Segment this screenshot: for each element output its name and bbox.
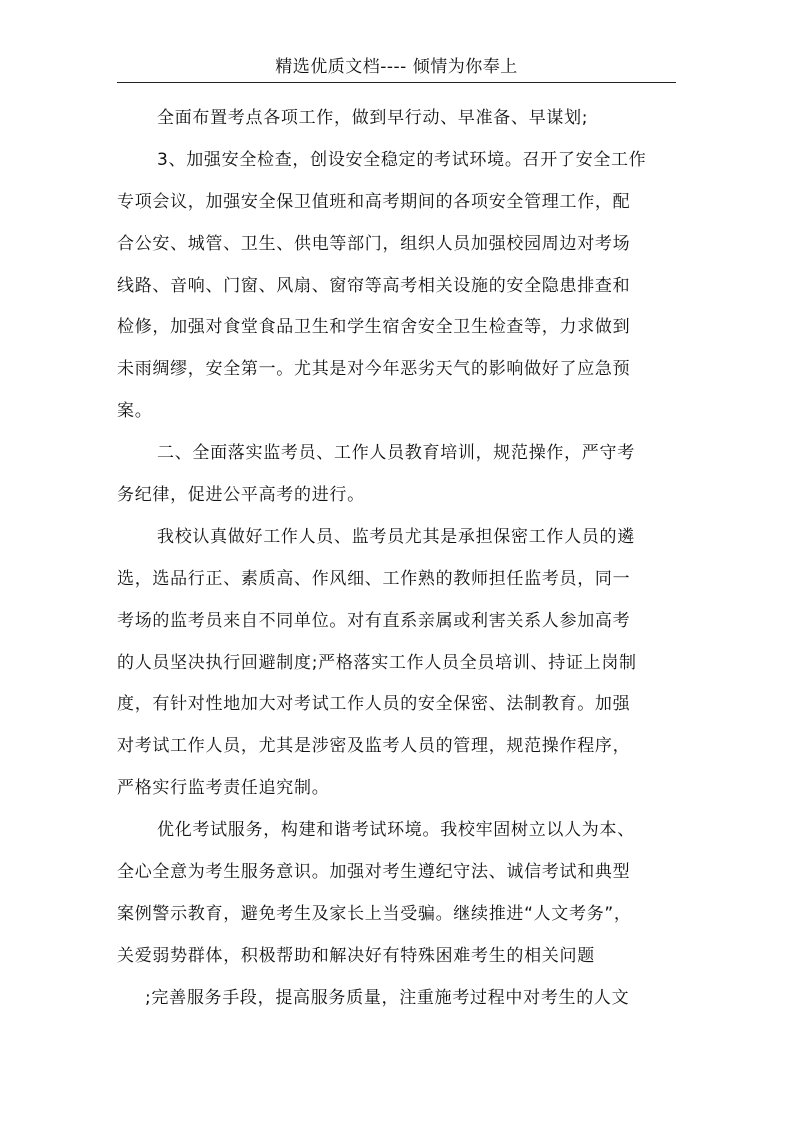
text-line: ;完善服务手段，提高服务质量，注重施考过程中对考生的人文 [145,987,630,1008]
header-divider [117,82,676,83]
text-line: 选，选品行正、素质高、作风细、工作熟的教师担任监考员，同一 [117,568,631,589]
text-line: 对考试工作人员，尤其是涉密及监考人员的管理，规范操作程序， [117,736,631,757]
text-line: 未雨绸缪，安全第一。尤其是对今年恶劣天气的影响做好了应急预 [117,359,631,380]
text-line: 优化考试服务，构建和谐考试环境。我校牢固树立以人为本、 [157,820,635,841]
text-line: 线路、音响、门窗、风扇、窗帘等高考相关设施的安全隐患排查和 [117,275,631,296]
text-line: 关爱弱势群体，积极帮助和解决好有特殊困难考生的相关问题 [117,945,595,966]
text-line: 合公安、城管、卫生、供电等部门，组织人员加强校园周边对考场 [117,233,631,254]
document-body [117,98,677,1020]
text-line: 专项会议，加强安全保卫值班和高考期间的各项安全管理工作，配 [117,191,631,212]
text-line: 的人员坚决执行回避制度;严格落实工作人员全员培训、持证上岗制 [117,652,637,673]
text-line: 3、加强安全检查，创设安全稳定的考试环境。召开了安全工作 [157,149,647,170]
text-line: 我校认真做好工作人员、监考员尤其是承担保密工作人员的遴 [157,526,635,547]
text-line: 考场的监考员来自不同单位。对有直系亲属或利害关系人参加高考 [117,610,631,631]
text-line: 案。 [117,401,153,422]
text-line: 全心全意为考生服务意识。加强对考生遵纪守法、诚信考试和典型 [117,862,631,883]
text-line: 全面布置考点各项工作，做到早行动、早准备、早谋划; [157,108,589,128]
text-line: 二、全面落实监考员、工作人员教育培训，规范操作，严守考 [157,443,635,464]
text-line: 案例警示教育，避免考生及家长上当受骗。继续推进“人文考务”， [117,903,632,924]
text-line: 度，有针对性地加大对考试工作人员的安全保密、法制教育。加强 [117,694,631,715]
text-line: 务纪律，促进公平高考的进行。 [117,485,365,506]
text-line: 严格实行监考责任追究制。 [117,778,330,799]
text-line: 检修，加强对食堂食品卫生和学生宿舍安全卫生检查等，力求做到 [117,317,631,338]
page-header-title: 精选优质文档---- 倾情为你奉上 [275,57,518,77]
